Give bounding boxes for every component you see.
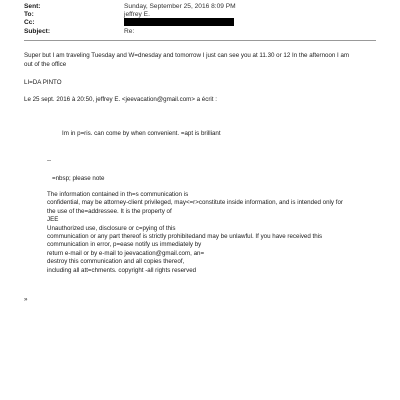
trailing-mark: » (24, 296, 28, 303)
disclaimer-block (47, 191, 343, 275)
sent-value: Sunday, September 25, 2016 8:09 PM (124, 3, 236, 10)
disclaimer-line: including all att=chments. copyright -all rights reserved (47, 266, 197, 274)
disclaimer-line: JEE (47, 216, 59, 224)
disclaimer-line: destroy this communication and all copies thereof, (47, 258, 185, 266)
to-label: To: (24, 11, 34, 18)
cc-label: Cc: (24, 19, 35, 26)
body-paragraph-line-2: out of the office (24, 61, 67, 68)
quoted-message: Im in p=ris. can come by when convenient. =apt is brilliant (62, 130, 221, 137)
nbsp-note: =nbsp; please note (52, 175, 105, 182)
cc-redaction-box (124, 18, 234, 26)
to-value: jeffrey E. (124, 11, 150, 18)
body-paragraph-line-1: Super but I am traveling Tuesday and W=dnesday and tomorrow I just can see you at 11.30 or 12 In the afternoon I am (24, 52, 350, 59)
disclaimer-line: communication or any part thereof is strictly prohibitedand may be unlawful. If you have received this (47, 233, 323, 241)
disclaimer-line: return e-mail or by e-mail to jeevacation@gmail.com, an= (47, 249, 205, 257)
disclaimer-line: confidential, may be attorney-client privileged, may<=r>constitute inside information, and is intended only for (47, 199, 343, 207)
disclaimer-line: The information contained in th=s communication is (47, 191, 189, 198)
disclaimer-line: Unauthorized use, disclosure or c=pying of this (47, 224, 176, 232)
signature-dash: -- (47, 157, 52, 164)
subject-label: Subject: (24, 28, 51, 35)
header-divider (24, 40, 376, 41)
quote-intro: Le 25 sept. 2016 à 20:50, jeffrey E. <jeevacation@gmail.com> a écrit : (24, 96, 217, 103)
disclaimer-line: the use of the=addressee. It is the property of (47, 207, 172, 215)
disclaimer-line: communication in error, p=ease notify us immediately by (47, 241, 202, 249)
signature: LI=DA PINTO (24, 79, 62, 86)
sent-label: Sent: (24, 3, 41, 10)
subject-value: Re: (124, 28, 135, 35)
